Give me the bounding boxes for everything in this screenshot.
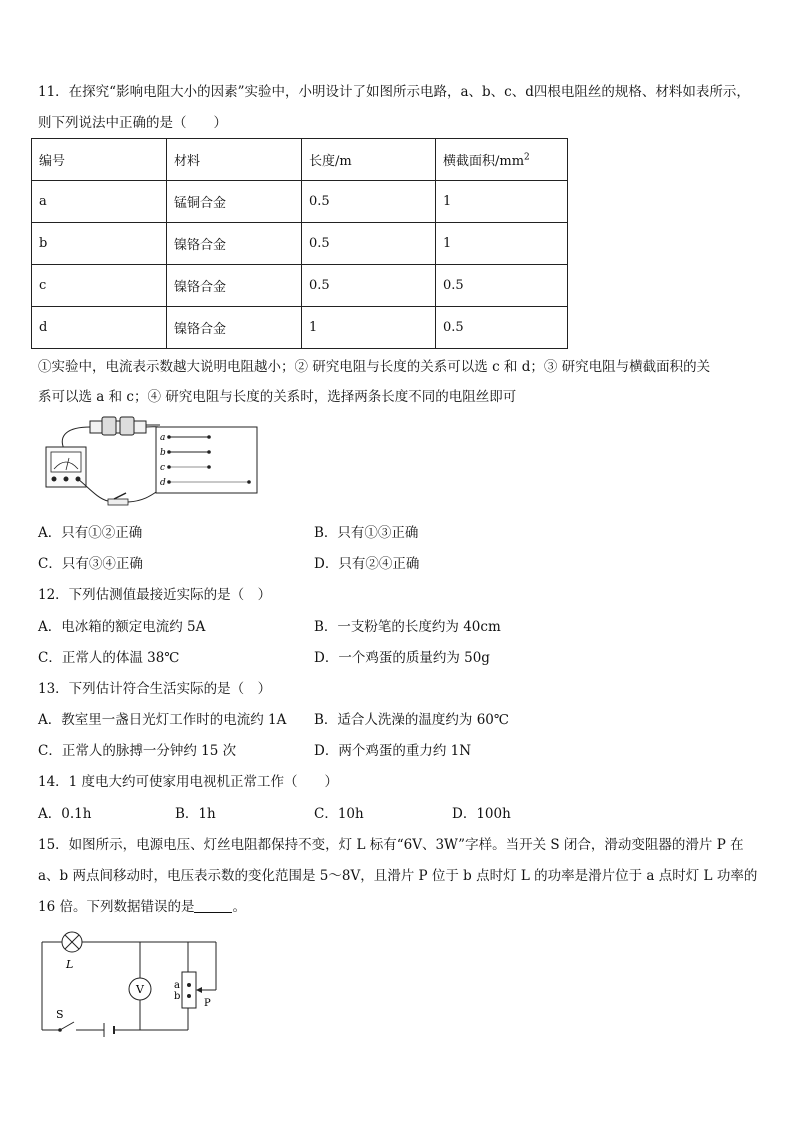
- wire-label-c: c: [160, 463, 166, 473]
- q11-stem-line1: 11．在探究“影响电阻大小的因素”实验中，小明设计了如图所示电路，a、b、c、d四根电阻丝的规格、材料如表所示，: [38, 84, 750, 100]
- table-cell: 1: [436, 223, 568, 265]
- table-cell: 0.5: [302, 223, 436, 265]
- table-cell: b: [32, 223, 167, 265]
- point-a-dot: [187, 983, 191, 987]
- wire: [78, 479, 108, 501]
- terminal: [207, 465, 211, 469]
- slider-label: P: [204, 998, 211, 1009]
- experiment-circuit-figure: [38, 415, 264, 511]
- wire: [62, 427, 90, 449]
- terminal: [167, 450, 171, 454]
- q14-option-c[interactable]: C．10h: [314, 806, 364, 822]
- q14-option-a[interactable]: A．0.1h: [38, 806, 92, 822]
- terminal: [167, 435, 171, 439]
- switch-icon[interactable]: [60, 1022, 74, 1030]
- point-a-label: a: [174, 980, 180, 991]
- table-row: [32, 223, 568, 265]
- q13-option-c[interactable]: C．正常人的脉搏一分钟约 15 次: [38, 743, 237, 759]
- q11-option-d[interactable]: D．只有②④正确: [314, 556, 420, 572]
- q11-option-a[interactable]: A．只有①②正确: [38, 525, 143, 541]
- resistance-wire-table: [31, 138, 568, 349]
- q15-stem-text: 16 倍。下列数据错误的是: [38, 899, 195, 915]
- table-row: [32, 307, 568, 349]
- switch-lever: [114, 493, 126, 499]
- table-cell: 锰铜合金: [167, 181, 302, 223]
- slider-arrow-icon[interactable]: [196, 987, 202, 993]
- q11-statements-line1: ①实验中，电流表示数越大说明电阻越小；② 研究电阻与长度的关系可以选 c 和 d；③ 研究电阻与横截面积的关: [38, 359, 711, 375]
- header-cell-length: 长度/m: [302, 139, 436, 181]
- terminal: [167, 480, 171, 484]
- point-b-dot: [187, 994, 191, 998]
- q15-stem-end: 。: [232, 899, 246, 915]
- q14-option-b[interactable]: B．1h: [175, 806, 216, 822]
- header-area-text: 横截面积/mm: [443, 154, 525, 169]
- header-cell-area: [436, 139, 568, 181]
- q13-option-b[interactable]: B．适合人洗澡的温度约为 60℃: [314, 712, 509, 728]
- q12-option-c[interactable]: C．正常人的体温 38℃: [38, 650, 180, 666]
- q12-option-d[interactable]: D．一个鸡蛋的质量约为 50g: [314, 650, 490, 666]
- answer-blank[interactable]: [194, 898, 232, 913]
- q11-option-c[interactable]: C．只有③④正确: [38, 556, 143, 572]
- q13-option-d[interactable]: D．两个鸡蛋的重力约 1N: [314, 743, 472, 759]
- header-cell-material: 材料: [167, 139, 302, 181]
- ammeter-terminal: [52, 477, 57, 482]
- battery-box: [90, 421, 146, 433]
- table-header-row: [32, 139, 568, 181]
- rheostat-icon: [182, 972, 196, 1008]
- table-cell: c: [32, 265, 167, 307]
- table-cell: a: [32, 181, 167, 223]
- table-cell: 镍铬合金: [167, 307, 302, 349]
- table-cell: 0.5: [436, 265, 568, 307]
- table-row: [32, 265, 568, 307]
- q14-stem: 14．1 度电大约可使家用电视机正常工作（ ）: [38, 774, 339, 790]
- wire-label-a: a: [160, 433, 166, 443]
- terminal: [207, 435, 211, 439]
- table-cell: 0.5: [436, 307, 568, 349]
- table-cell: 1: [436, 181, 568, 223]
- table-row: [32, 181, 568, 223]
- q13-option-a[interactable]: A．教室里一盏日光灯工作时的电流约 1A: [38, 712, 287, 728]
- table-cell: 镍铬合金: [167, 223, 302, 265]
- wire-label-d: d: [160, 478, 166, 488]
- battery-cell: [120, 417, 134, 435]
- lamp-label: L: [66, 958, 74, 971]
- q11-stem-line2: 则下列说法中正确的是（ ）: [38, 115, 227, 131]
- table-cell: d: [32, 307, 167, 349]
- q15-stem-line3: [38, 897, 246, 917]
- header-area-sup: 2: [524, 152, 530, 163]
- q12-option-a[interactable]: A．电冰箱的额定电流约 5A: [38, 619, 206, 635]
- battery-cell: [102, 417, 116, 435]
- q13-stem: 13．下列估计符合生活实际的是（ ）: [38, 681, 272, 697]
- table-cell: 镍铬合金: [167, 265, 302, 307]
- switch-label: S: [56, 1008, 64, 1021]
- wire-label-b: b: [160, 448, 166, 458]
- header-cell-id: 编号: [32, 139, 167, 181]
- table-cell: 1: [302, 307, 436, 349]
- q11-option-b[interactable]: B．只有①③正确: [314, 525, 419, 541]
- terminal: [207, 450, 211, 454]
- terminal: [247, 480, 251, 484]
- q15-stem-line1: 15．如图所示，电源电压、灯丝电阻都保持不变，灯 L 标有“6V、3W”字样。当开关 S 闭合，滑动变阻器的滑片 P 在: [38, 837, 744, 853]
- point-b-label: b: [174, 991, 181, 1002]
- voltmeter-label: V: [136, 983, 144, 996]
- table-cell: 0.5: [302, 181, 436, 223]
- table-cell: 0.5: [302, 265, 436, 307]
- terminal: [167, 465, 171, 469]
- ammeter-terminal: [64, 477, 69, 482]
- q12-option-b[interactable]: B．一支粉笔的长度约为 40cm: [314, 619, 501, 635]
- q15-stem-line2: a、b 两点间移动时，电压表示数的变化范围是 5～8V，且滑片 P 位于 b 点时灯 L 的功率是滑片位于 a 点时灯 L 功率的: [38, 868, 758, 884]
- q15-circuit-diagram: [36, 928, 248, 1040]
- q12-stem: 12．下列估测值最接近实际的是（ ）: [38, 587, 272, 603]
- q11-statements-line2: 系可以选 a 和 c；④ 研究电阻与长度的关系时，选择两条长度不同的电阻丝即可: [38, 389, 517, 405]
- switch-base: [108, 499, 128, 505]
- q14-option-d[interactable]: D．100h: [452, 806, 511, 822]
